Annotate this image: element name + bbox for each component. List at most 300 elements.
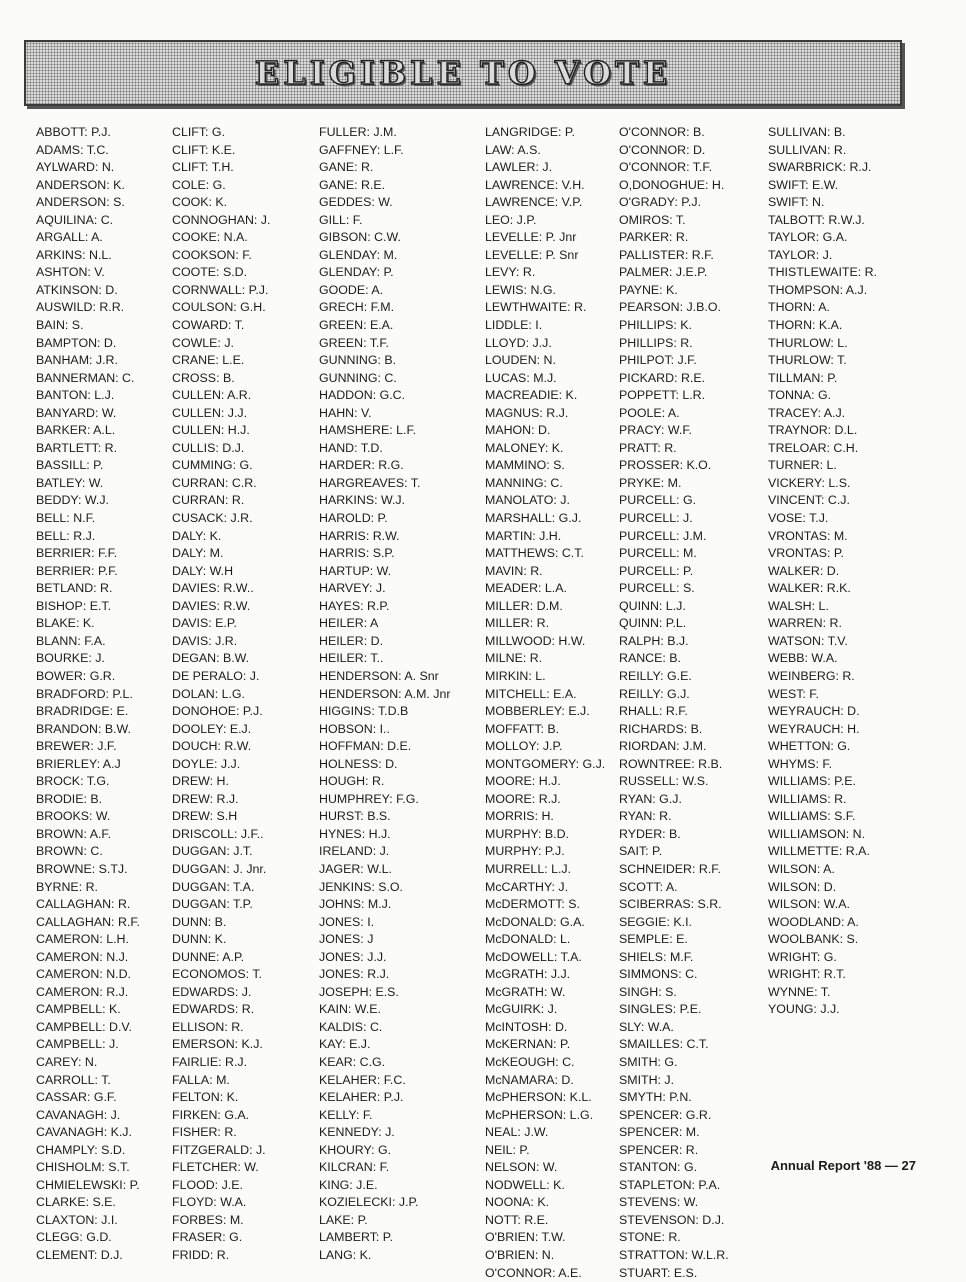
member-name: CARROLL: T. — [36, 1072, 111, 1087]
member-name: ASHTON: V. — [36, 265, 105, 280]
member-name: BRADRIDGE: E. — [36, 704, 129, 719]
member-name: VRONTAS: P. — [768, 546, 844, 561]
member-name: O'BRIEN: T.W. — [485, 1230, 566, 1245]
member-name: PICKARD: R.E. — [619, 370, 706, 385]
member-name: McDERMOTT: S. — [485, 897, 580, 912]
member-name: GUNNING: C. — [319, 370, 397, 385]
member-name: MILLER: D.M. — [485, 598, 563, 613]
member-name: CLIFT: T.H. — [172, 160, 234, 175]
member-name: COOKE: N.A. — [172, 230, 248, 245]
member-name: SWIFT: E.W. — [768, 177, 839, 192]
member-name: HIGGINS: T.D.B — [319, 704, 409, 719]
member-name: GRECH: F.M. — [319, 300, 395, 315]
member-name: KELAHER: P.J. — [319, 1090, 404, 1105]
member-name: AUSWILD: R.R. — [36, 300, 125, 315]
member-name: BLAKE: K. — [36, 616, 95, 631]
member-name: WATSON: T.V. — [768, 633, 848, 648]
member-name: DOLAN: L.G. — [172, 686, 245, 701]
member-name: FULLER: J.M. — [319, 125, 397, 139]
member-name: BASSILL: P. — [36, 458, 104, 473]
member-name: CLAXTON: J.I. — [36, 1212, 118, 1227]
member-name: WALKER: R.K. — [768, 581, 851, 596]
member-name: MORRIS: H. — [485, 809, 554, 824]
member-name: LOUDEN: N. — [485, 353, 556, 368]
member-name: WILLMETTE: R.A. — [768, 844, 870, 859]
member-name: BOURKE: J. — [36, 651, 105, 666]
member-name: VICKERY: L.S. — [768, 475, 851, 490]
member-name: HOUGH: R. — [319, 774, 385, 789]
member-name: O'CONNOR: B. — [619, 125, 705, 139]
member-name: HOLNESS: D. — [319, 756, 398, 771]
member-name: FISHER: R. — [172, 1125, 237, 1140]
member-name: TRACEY: A.J. — [768, 405, 846, 420]
member-name: KELLY: F. — [319, 1107, 373, 1122]
member-name: CLEGG: G.D. — [36, 1230, 112, 1245]
member-name: ARGALL: A. — [36, 230, 103, 245]
member-name: SPENCER: G.R. — [619, 1107, 712, 1122]
member-name: FRASER: G. — [172, 1230, 243, 1245]
member-name: GREEN: T.F. — [319, 335, 389, 350]
member-name: THOMPSON: A.J. — [768, 282, 868, 297]
member-name: PRACY: W.F. — [619, 423, 692, 438]
member-name: ECONOMOS: T. — [172, 967, 262, 982]
member-name: THORN: A. — [768, 300, 830, 315]
member-name: LANGRIDGE: P. — [485, 125, 575, 139]
member-name: DAVIS: J.R. — [172, 633, 238, 648]
member-name: WYNNE: T. — [768, 984, 831, 999]
member-name: McPHERSON: K.L. — [485, 1090, 592, 1105]
member-name: MURPHY: B.D. — [485, 826, 569, 841]
member-name: CAREY: N. — [36, 1054, 98, 1069]
member-name: PALMER: J.E.P. — [619, 265, 708, 280]
member-name: ANDERSON: S. — [36, 195, 125, 210]
member-name: GILL: F. — [319, 212, 363, 227]
member-name: WEBB: W.A. — [768, 651, 838, 666]
member-name: EDWARDS: R. — [172, 1002, 255, 1017]
member-name: DONOHOE: P.J. — [172, 704, 263, 719]
member-name: McKERNAN: P. — [485, 1037, 571, 1052]
member-name: BRADFORD: P.L. — [36, 686, 133, 701]
member-name: JONES: J — [319, 932, 374, 947]
member-name: PARKER: R. — [619, 230, 689, 245]
member-name: CLIFT: G. — [172, 125, 226, 139]
member-name: O'CONNOR: A.E. — [485, 1265, 582, 1280]
member-name: KELAHER: F.C. — [319, 1072, 406, 1087]
member-name: AYLWARD: N. — [36, 160, 115, 175]
member-name: CASSAR: G.F. — [36, 1090, 117, 1105]
member-name: GUNNING: B. — [319, 353, 397, 368]
member-name: McDONALD: G.A. — [485, 914, 585, 929]
member-name: GIBSON: C.W. — [319, 230, 401, 245]
member-name: SMITH: G. — [619, 1054, 678, 1069]
member-name: TURNER: L. — [768, 458, 837, 473]
member-name: DE PERALO: J. — [172, 668, 260, 683]
member-name: FLETCHER: W. — [172, 1160, 259, 1175]
member-name: BLANN: F.A. — [36, 633, 106, 648]
member-name: TILLMAN: P. — [768, 370, 838, 385]
member-name: DUNN: K. — [172, 932, 227, 947]
page-footer: Annual Report '88 — 27 — [770, 1158, 916, 1173]
member-name: WALKER: D. — [768, 563, 840, 578]
member-name: MITCHELL: E.A. — [485, 686, 577, 701]
member-name: BATLEY: W. — [36, 475, 104, 490]
member-name: KAY: E.J. — [319, 1037, 371, 1052]
member-name: STEVENSON: D.J. — [619, 1212, 725, 1227]
member-name: STUART: E.S. — [619, 1265, 698, 1280]
member-name: CALLAGHAN: R. — [36, 897, 131, 912]
member-name: LEVELLE: P. Snr — [485, 247, 579, 262]
member-name: WILSON: D. — [768, 879, 837, 894]
member-name: OMIROS: T. — [619, 212, 686, 227]
member-name: COWARD: T. — [172, 318, 245, 333]
member-name: SPENCER: R. — [619, 1142, 699, 1157]
member-name: POOLE: A. — [619, 405, 680, 420]
member-name: DREW: R.J. — [172, 791, 239, 806]
member-name: JAGER: W.L. — [319, 861, 392, 876]
member-name: GREEN: E.A. — [319, 318, 394, 333]
member-name: FRIDD: R. — [172, 1248, 230, 1262]
member-name: NEIL: P. — [485, 1142, 530, 1157]
member-name: TALBOTT: R.W.J. — [768, 212, 865, 227]
member-name: FORBES: M. — [172, 1212, 244, 1227]
member-name: REILLY: G.J. — [619, 686, 690, 701]
member-name: HEILER: D. — [319, 633, 384, 648]
member-name: ABBOTT: P.J. — [36, 125, 111, 139]
member-name: PRATT: R. — [619, 440, 677, 455]
member-name: MOBBERLEY: E.J. — [485, 704, 590, 719]
member-name: DOYLE: J.J. — [172, 756, 241, 771]
member-name: QUINN: P.L. — [619, 616, 687, 631]
member-name: PURCELL: J. — [619, 511, 693, 526]
member-name: MOORE: R.J. — [485, 791, 561, 806]
member-name: LAWRENCE: V.P. — [485, 195, 583, 210]
member-name: CAMERON: N.J. — [36, 949, 129, 964]
member-name: COOTE: S.D. — [172, 265, 248, 280]
member-name: BERRIER: F.F. — [36, 546, 118, 561]
member-name: TONNA: G. — [768, 388, 832, 403]
member-name: CUSACK: J.R. — [172, 511, 253, 526]
member-name: HAYES: R.P. — [319, 598, 390, 613]
member-name: THURLOW: T. — [768, 353, 847, 368]
member-name: McINTOSH: D. — [485, 1019, 568, 1034]
member-name: O'BRIEN: N. — [485, 1248, 555, 1262]
member-name: LEWIS: N.G. — [485, 282, 556, 297]
member-name: DUGGAN: J. Jnr. — [172, 861, 267, 876]
member-name: STAPLETON: P.A. — [619, 1177, 721, 1192]
member-name: LEO: J.P. — [485, 212, 537, 227]
member-name: KOZIELECKI: J.P. — [319, 1195, 419, 1210]
member-name: RICHARDS: B. — [619, 721, 703, 736]
member-name: MAVIN: R. — [485, 563, 543, 578]
member-name: BROWNE: S.TJ. — [36, 861, 128, 876]
member-name: HADDON: G.C. — [319, 388, 406, 403]
member-name: HAHN: V. — [319, 405, 372, 420]
member-name: KHOURY: G. — [319, 1142, 392, 1157]
member-name: PURCELL: P. — [619, 563, 694, 578]
member-name: ARKINS: N.L. — [36, 247, 112, 262]
member-name: WILSON: A. — [768, 861, 835, 876]
member-name: RIORDAN: J.M. — [619, 739, 707, 754]
member-name: HEILER: A — [319, 616, 379, 631]
member-name: NOTT: R.E. — [485, 1212, 549, 1227]
member-name: WARREN: R. — [768, 616, 842, 631]
member-name: MILNE: R. — [485, 651, 543, 666]
member-name: ELLISON: R. — [172, 1019, 244, 1034]
member-name: WHETTON: G. — [768, 739, 851, 754]
member-name: TAYLOR: G.A. — [768, 230, 848, 245]
member-name: FITZGERALD: J. — [172, 1142, 266, 1157]
member-name: ADAMS: T.C. — [36, 142, 109, 157]
member-name: JENKINS: S.O. — [319, 879, 403, 894]
member-name: SCIBERRAS: S.R. — [619, 897, 722, 912]
member-name: MACREADIE: K. — [485, 388, 578, 403]
member-name: SPENCER: M. — [619, 1125, 700, 1140]
member-name: PURCELL: M. — [619, 546, 697, 561]
member-name: HENDERSON: A. Snr — [319, 668, 439, 683]
member-name: CROSS: B. — [172, 370, 235, 385]
member-name: BROWN: C. — [36, 844, 103, 859]
member-name: RYAN: G.J. — [619, 791, 682, 806]
member-name: PURCELL: S. — [619, 581, 695, 596]
member-name: CURRAN: R. — [172, 493, 245, 508]
member-name: LAKE: P. — [319, 1212, 368, 1227]
member-name: JONES: R.J. — [319, 967, 390, 982]
member-name: McCARTHY: J. — [485, 879, 569, 894]
member-name: CHAMPLY: S.D. — [36, 1142, 126, 1157]
member-name: MANNING: C. — [485, 475, 563, 490]
member-name: KAIN: W.E. — [319, 1002, 381, 1017]
member-name: FAIRLIE: R.J. — [172, 1054, 248, 1069]
member-name: O'GRADY: P.J. — [619, 195, 702, 210]
member-name: MIRKIN: L. — [485, 668, 546, 683]
member-name: BISHOP: E.T. — [36, 598, 112, 613]
member-name: YOUNG: J.J. — [768, 1002, 840, 1017]
member-name: TAYLOR: J. — [768, 247, 833, 262]
member-name: NOONA: K. — [485, 1195, 550, 1210]
member-name: CORNWALL: P.J. — [172, 282, 269, 297]
member-name: MAMMINO: S. — [485, 458, 565, 473]
member-name: CRANE: L.E. — [172, 353, 245, 368]
member-name: CAMERON: R.J. — [36, 984, 129, 999]
member-name: DAVIES: R.W.. — [172, 581, 254, 596]
member-name: LAW: A.S. — [485, 142, 541, 157]
member-name: CULLIS: D.J. — [172, 440, 245, 455]
member-name: HAROLD: P. — [319, 511, 388, 526]
member-name: EDWARDS: J. — [172, 984, 252, 999]
member-name: BERRIER: P.F. — [36, 563, 118, 578]
member-name: DREW: H. — [172, 774, 229, 789]
member-name: HAND: T.D. — [319, 440, 383, 455]
member-name: BANNERMAN: C. — [36, 370, 135, 385]
member-name: LLOYD: J.J. — [485, 335, 552, 350]
member-name: BREWER: J.F. — [36, 739, 117, 754]
member-name: HARDER: R.G. — [319, 458, 404, 473]
member-name: LEWTHWAITE: R. — [485, 300, 587, 315]
member-name: HOBSON: I.. — [319, 721, 390, 736]
member-name: GAFFNEY: L.F. — [319, 142, 404, 157]
member-name: RALPH: B.J. — [619, 633, 689, 648]
member-name: GANE: R. — [319, 160, 374, 175]
member-name: CLARKE: S.E. — [36, 1195, 116, 1210]
member-name: ANDERSON: K. — [36, 177, 125, 192]
member-name: HURST: B.S. — [319, 809, 391, 824]
member-name: HUMPHREY: F.G. — [319, 791, 419, 806]
member-name: JOSEPH: E.S. — [319, 984, 399, 999]
member-name: CLEMENT: D.J. — [36, 1248, 123, 1262]
member-name: CAVANAGH: J. — [36, 1107, 121, 1122]
member-name: O'CONNOR: D. — [619, 142, 706, 157]
member-name: CURRAN: C.R. — [172, 475, 257, 490]
member-name: PAYNE: K. — [619, 282, 678, 297]
member-name: MILLWOOD: H.W. — [485, 633, 586, 648]
member-name: VINCENT: C.J. — [768, 493, 850, 508]
member-name: CHISHOLM: S.T. — [36, 1160, 130, 1175]
member-name: PEARSON: J.B.O. — [619, 300, 721, 315]
name-column — [485, 124, 605, 1282]
member-name: SWIFT: N. — [768, 195, 825, 210]
member-name: MATTHEWS: C.T. — [485, 546, 584, 561]
member-name: MAHON: D. — [485, 423, 551, 438]
member-name: BELL: N.F. — [36, 511, 96, 526]
member-name: WOODLAND: A. — [768, 914, 859, 929]
member-name: JONES: I. — [319, 914, 375, 929]
member-name: BARTLETT: R. — [36, 440, 118, 455]
member-name: TRAYNOR: D.L. — [768, 423, 858, 438]
member-name: MARSHALL: G.J. — [485, 511, 582, 526]
member-name: RYAN: R. — [619, 809, 672, 824]
member-name: SEMPLE: E. — [619, 932, 688, 947]
member-name: LAWRENCE: V.H. — [485, 177, 585, 192]
member-name: MAGNUS: R.J. — [485, 405, 569, 420]
name-column — [172, 124, 270, 1265]
member-name: WHYMS: F. — [768, 756, 833, 771]
member-name: PURCELL: J.M. — [619, 528, 707, 543]
member-name: STRATTON: W.L.R. — [619, 1248, 729, 1262]
member-name: RYDER: B. — [619, 826, 681, 841]
member-name: CAMPBELL: D.V. — [36, 1019, 132, 1034]
member-name: HARTUP: W. — [319, 563, 392, 578]
page-title: ELIGIBLE TO VOTE — [254, 54, 672, 92]
member-name: VRONTAS: M. — [768, 528, 848, 543]
member-name: RANCE: B. — [619, 651, 681, 666]
member-name: MOORE: H.J. — [485, 774, 561, 789]
member-name: DAVIES: R.W. — [172, 598, 251, 613]
member-name: VOSE: T.J. — [768, 511, 829, 526]
member-name: COWLE: J. — [172, 335, 234, 350]
member-name: GOODE: A. — [319, 282, 384, 297]
member-name: WEYRAUCH: H. — [768, 721, 860, 736]
member-name: SULLIVAN: B. — [768, 125, 846, 139]
member-name: RHALL: R.F. — [619, 704, 688, 719]
member-name: SCHNEIDER: R.F. — [619, 861, 721, 876]
member-name: GANE: R.E. — [319, 177, 386, 192]
member-name: JONES: J.J. — [319, 949, 387, 964]
member-name: BRANDON: B.W. — [36, 721, 132, 736]
member-name: HARRIS: R.W. — [319, 528, 400, 543]
member-name: HOFFMAN: D.E. — [319, 739, 412, 754]
member-name: CULLEN: A.R. — [172, 388, 252, 403]
member-name: McPHERSON: L.G. — [485, 1107, 594, 1122]
member-name: DOOLEY: E.J. — [172, 721, 252, 736]
member-name: PURCELL: G. — [619, 493, 697, 508]
member-name: LUCAS: M.J. — [485, 370, 557, 385]
member-name: MOFFATT: B. — [485, 721, 560, 736]
member-name: BAIN: S. — [36, 318, 84, 333]
member-name: CAMPBELL: K. — [36, 1002, 121, 1017]
member-name: WILLIAMS: S.F. — [768, 809, 856, 824]
member-name: DALY: M. — [172, 546, 224, 561]
member-name: McKEOUGH: C. — [485, 1054, 575, 1069]
member-name: POPPETT: L.R. — [619, 388, 706, 403]
member-name: DOUCH: R.W. — [172, 739, 252, 754]
member-name: MURPHY: P.J. — [485, 844, 565, 859]
member-name: CAMPBELL: J. — [36, 1037, 119, 1052]
member-name: FIRKEN: G.A. — [172, 1107, 250, 1122]
title-banner — [24, 40, 902, 106]
member-name: CAVANAGH: K.J. — [36, 1125, 132, 1140]
member-name: CAMERON: N.D. — [36, 967, 131, 982]
member-name: BRIERLEY: A.J — [36, 756, 121, 771]
member-name: SWARBRICK: R.J. — [768, 160, 872, 175]
member-name: BEDDY: W.J. — [36, 493, 109, 508]
member-name: McGRATH: J.J. — [485, 967, 571, 982]
member-name: RUSSELL: W.S. — [619, 774, 709, 789]
member-name: BOWER: G.R. — [36, 668, 116, 683]
member-name: PHILPOT: J.F. — [619, 353, 697, 368]
member-name: TRELOAR: C.H. — [768, 440, 859, 455]
member-name: BRODIE: B. — [36, 791, 103, 806]
member-name: DEGAN: B.W. — [172, 651, 250, 666]
member-name: SMITH: J. — [619, 1072, 675, 1087]
member-name: COLE: G. — [172, 177, 226, 192]
member-name: MONTGOMERY: G.J. — [485, 756, 606, 771]
member-name: GLENDAY: M. — [319, 247, 398, 262]
name-column — [619, 124, 729, 1282]
member-name: LEVELLE: P. Jnr — [485, 230, 577, 245]
member-name: LANG: K. — [319, 1248, 372, 1262]
member-name: STANTON: G. — [619, 1160, 698, 1175]
member-name: McDOWELL: T.A. — [485, 949, 582, 964]
member-name: DALY: K. — [172, 528, 222, 543]
member-name: KALDIS: C. — [319, 1019, 383, 1034]
member-name: WEYRAUCH: D. — [768, 704, 860, 719]
member-name: KILCRAN: F. — [319, 1160, 390, 1175]
member-name: THISTLEWAITE: R. — [768, 265, 877, 280]
member-name: IRELAND: J. — [319, 844, 390, 859]
member-name: KEAR: C.G. — [319, 1054, 386, 1069]
member-name: SULLIVAN: R. — [768, 142, 847, 157]
member-name: BAMPTON: D. — [36, 335, 117, 350]
member-name: ROWNTREE: R.B. — [619, 756, 723, 771]
member-name: LAMBERT: P. — [319, 1230, 393, 1245]
member-name: PHILLIPS: K. — [619, 318, 693, 333]
member-name: WILLIAMSON: N. — [768, 826, 866, 841]
member-name: MALONEY: K. — [485, 440, 564, 455]
member-name: NEAL: J.W. — [485, 1125, 549, 1140]
member-name: O,DONOGHUE: H. — [619, 177, 725, 192]
member-name: HARGREAVES: T. — [319, 475, 421, 490]
member-name: DUGGAN: J.T. — [172, 844, 253, 859]
member-name: SMYTH: P.N. — [619, 1090, 692, 1105]
member-name: HEILER: T.. — [319, 651, 384, 666]
member-name: FELTON: K. — [172, 1090, 239, 1105]
member-name: LIDDLE: I. — [485, 318, 543, 333]
member-name: FLOOD: J.E. — [172, 1177, 243, 1192]
member-name: MILLER: R. — [485, 616, 550, 631]
member-name: QUINN: L.J. — [619, 598, 686, 613]
member-name: MEADER: L.A. — [485, 581, 567, 596]
member-name: SINGH: S. — [619, 984, 677, 999]
